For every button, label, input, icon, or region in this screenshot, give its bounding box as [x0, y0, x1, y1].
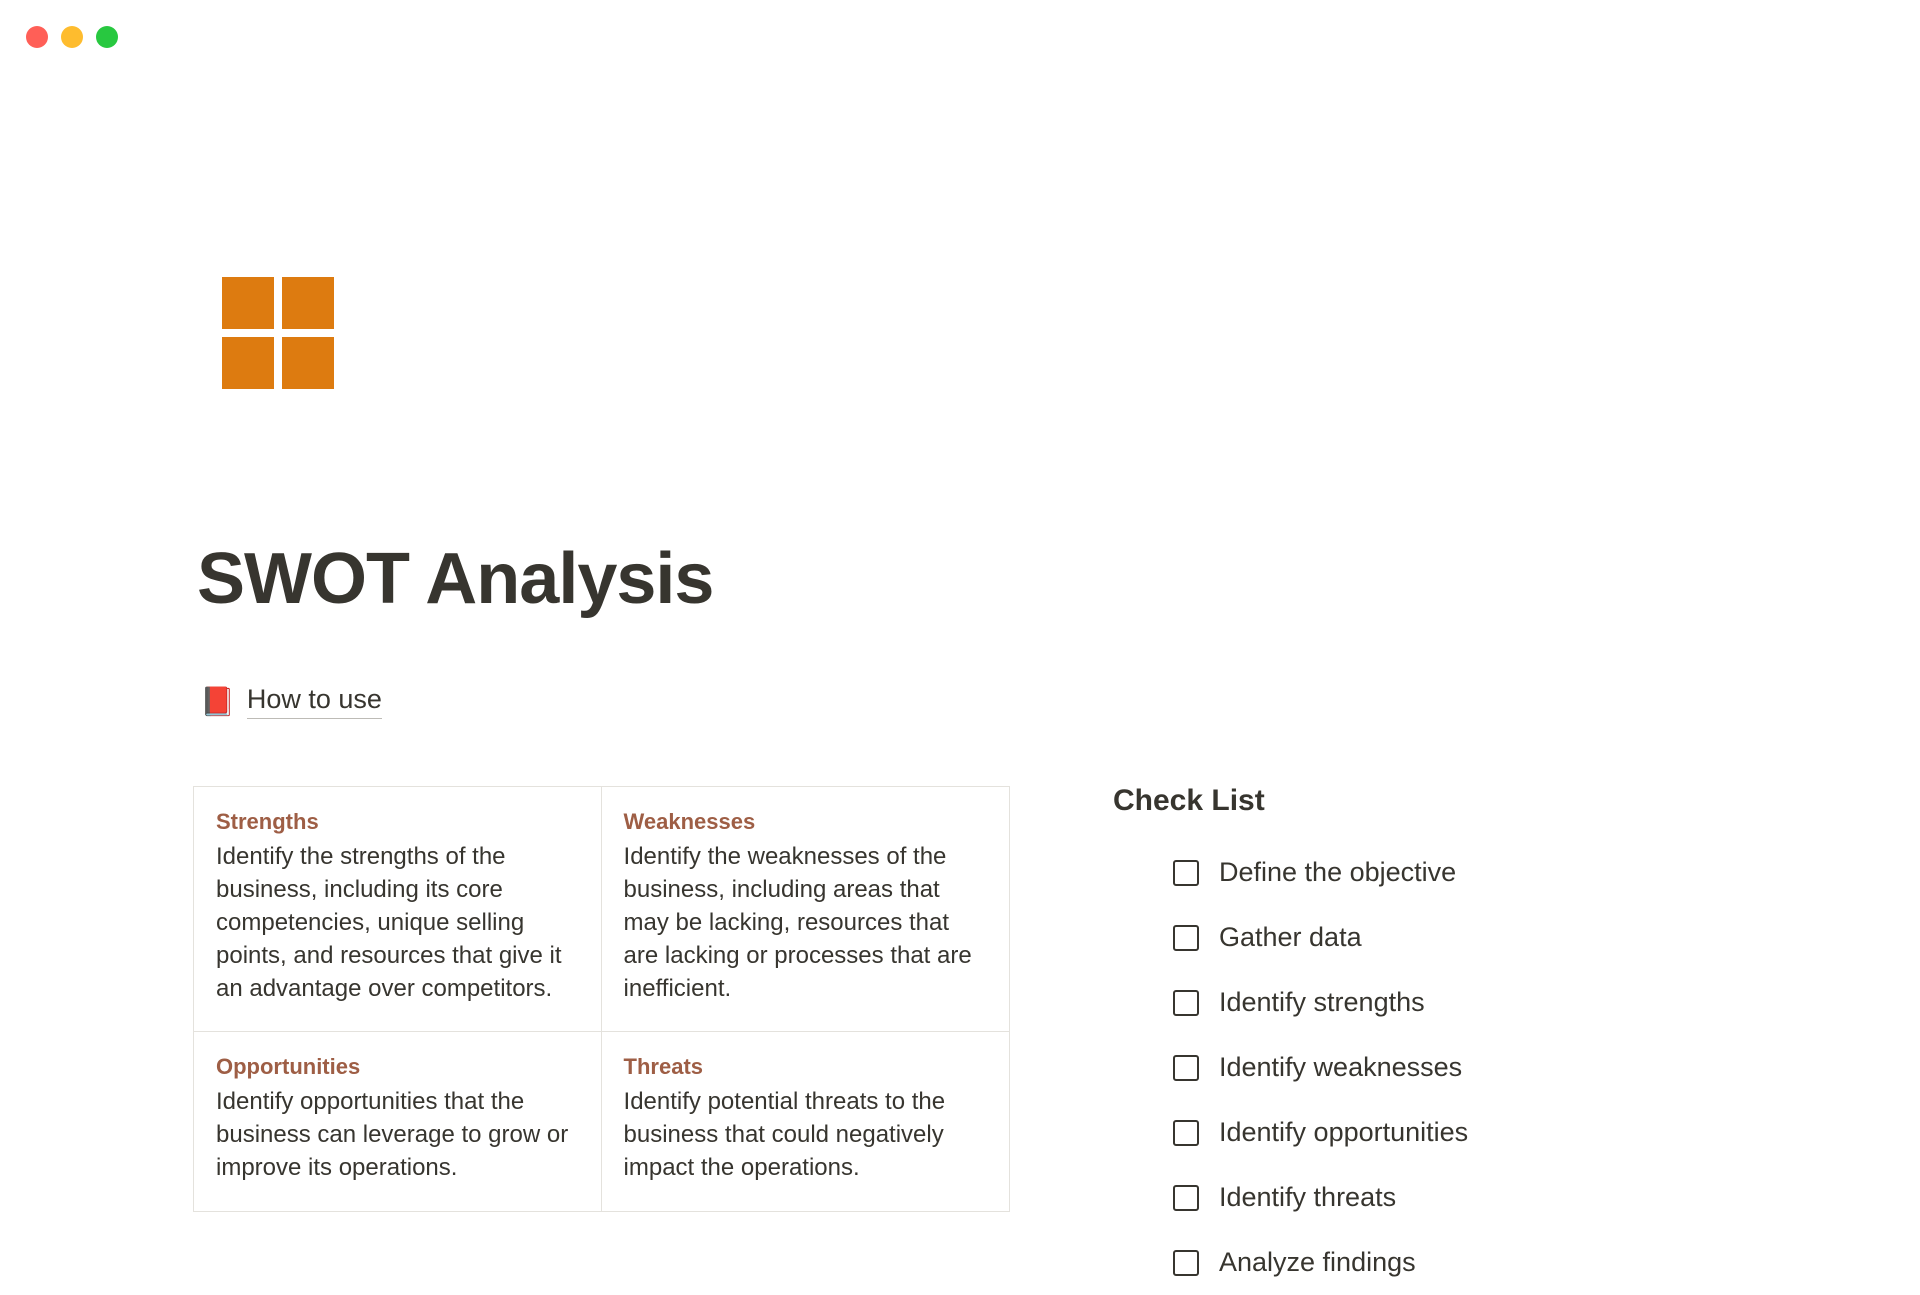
checkbox-icon[interactable] [1173, 860, 1199, 886]
checklist-item-label: Identify strengths [1219, 987, 1425, 1017]
swot-heading-opportunities: Opportunities [216, 1054, 361, 1080]
how-to-use-label: How to use [247, 684, 382, 719]
swot-body-threats: Identify potential threats to the business that could negatively impact the operations. [623, 1088, 946, 1182]
list-item[interactable] [1113, 970, 1733, 1035]
logo-tile-bottom-right [282, 337, 334, 389]
closed-book-icon: 📕 [200, 685, 235, 717]
checklist-item-label: Identify threats [1219, 1182, 1397, 1212]
checkbox-icon[interactable] [1173, 925, 1199, 951]
minimize-window-button[interactable] [61, 26, 83, 48]
checklist-title: Check List [1113, 784, 1265, 817]
logo-tile-top-left [222, 277, 274, 329]
checklist-item-label: Analyze findings [1219, 1247, 1416, 1277]
list-item[interactable] [1113, 1100, 1733, 1165]
list-item[interactable] [1113, 1230, 1733, 1295]
checklist-item-label: Gather data [1219, 922, 1362, 952]
list-item[interactable] [1113, 905, 1733, 970]
close-window-button[interactable] [26, 26, 48, 48]
swot-heading-weaknesses: Weaknesses [623, 809, 756, 834]
list-item[interactable] [1113, 840, 1733, 905]
swot-cell-opportunities[interactable] [194, 1032, 602, 1211]
four-square-logo-icon [222, 277, 334, 389]
checklist-item-label: Define the objective [1219, 857, 1457, 887]
page-title: SWOT Analysis [197, 539, 714, 620]
checkbox-icon[interactable] [1173, 1120, 1199, 1146]
logo-tile-top-right [282, 277, 334, 329]
checklist-section [1113, 784, 1733, 1295]
checkbox-icon[interactable] [1173, 1250, 1199, 1276]
logo-tile-bottom-left [222, 337, 274, 389]
swot-cell-strengths[interactable] [194, 787, 602, 1031]
checkbox-icon[interactable] [1173, 1055, 1199, 1081]
table-row [194, 1032, 1009, 1212]
table-row [194, 787, 1009, 1032]
window-controls [26, 26, 118, 48]
list-item[interactable] [1113, 1165, 1733, 1230]
checkbox-icon[interactable] [1173, 1185, 1199, 1211]
swot-body-opportunities: Identify opportunities that the business can leverage to grow or improve its operations. [216, 1088, 569, 1182]
how-to-use-link[interactable] [200, 684, 382, 719]
swot-matrix-table [193, 786, 1010, 1212]
document-page [0, 72, 1920, 1277]
swot-heading-strengths: Strengths [216, 809, 319, 834]
swot-heading-threats: Threats [623, 1054, 704, 1080]
swot-body-weaknesses: Identify the weaknesses of the business, including areas that may be lacking, resources that are lacking or processes that are inefficient. [623, 843, 972, 1002]
checklist-item-label: Identify weaknesses [1219, 1052, 1463, 1082]
swot-body-strengths: Identify the strengths of the business, including its core competencies, unique selling points, and resources that give it an advantage over competitors. [216, 843, 562, 1002]
checkbox-icon[interactable] [1173, 990, 1199, 1016]
checklist-item-label: Identify opportunities [1219, 1117, 1469, 1147]
swot-cell-threats[interactable] [602, 1032, 1009, 1211]
list-item[interactable] [1113, 1035, 1733, 1100]
window-title-bar [0, 0, 1920, 72]
swot-cell-weaknesses[interactable] [602, 787, 1009, 1031]
maximize-window-button[interactable] [96, 26, 118, 48]
